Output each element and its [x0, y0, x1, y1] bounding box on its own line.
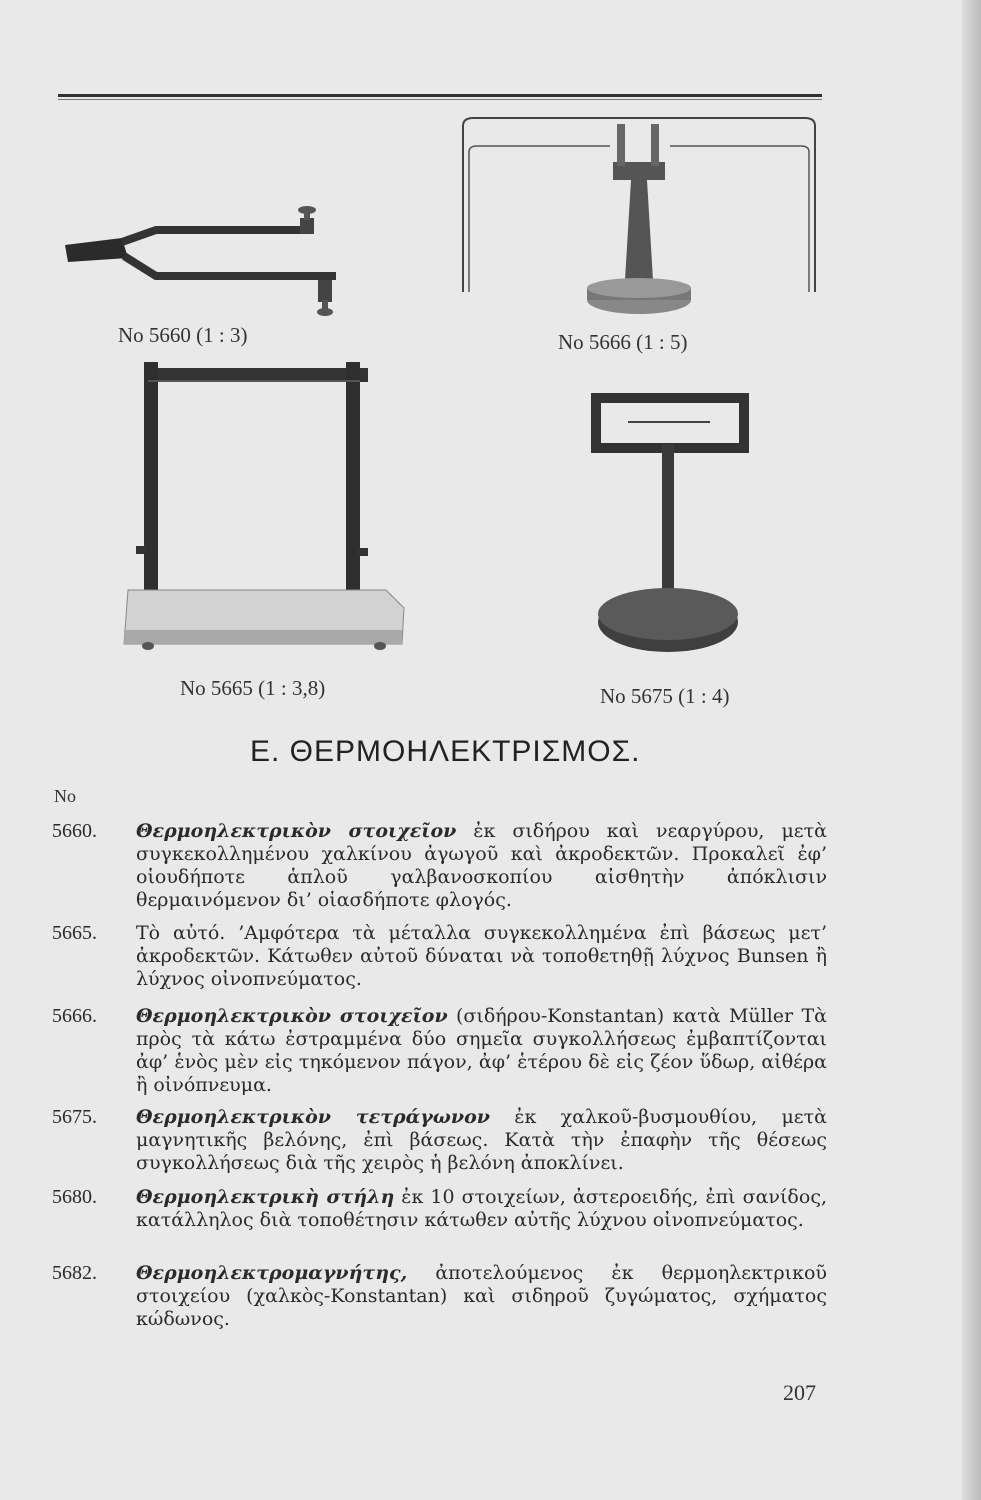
entry-text: (σιδήρου-Konstantan) κατὰ Müller Τὰ πρὸς τὰ κάτω ἐστραμμένα δύο σημεῖα συγκολλήσεως ἐμβαπτίζονται ἀφ’ ἑνὸς μὲν εἰς τηκόμενον πάγον, ἀφ’ ἑτέρου δὲ εἰς ζέον ὕδωρ, αἰθέρα ἢ οἰνόπνευμα.: [136, 1005, 827, 1096]
entry-title: Θερμοηλεκτρικὸν τετράγωνον: [136, 1106, 490, 1128]
entry-text: Τὸ αὐτό. ’Αμφότερα τὰ μέταλλα συγκεκολλημένα ἐπὶ βάσεως μετ’ ἀκροδεκτῶν. Κάτωθεν αὐτοῦ δύναται νὰ τοποθετηθῇ λύχνος Bunsen ἢ λύχνος οἰνοπνεύματος.: [136, 922, 827, 990]
entry-text: ἐκ χαλκοῦ-βυσμουθίου, μετὰ μαγνητικῆς βελόνης, ἐπὶ βάσεως. Κατὰ τὴν ἐπαφὴν τῆς θέσεως συγκολλήσεως διὰ τῆς χειρὸς ἡ βελόνη ἀποκλίνει.: [136, 1106, 827, 1174]
figure-5660-illustration: [60, 200, 350, 325]
entry-number: 5665.: [52, 922, 97, 944]
figure-caption: No 5660 (1 : 3): [118, 323, 248, 347]
header-rule-thin: [58, 99, 822, 100]
figure-5666-illustration: [455, 112, 825, 344]
figure-caption: No 5665 (1 : 3,8): [180, 676, 326, 700]
header-rule: [58, 94, 822, 97]
figure-caption: No 5666 (1 : 5): [558, 330, 688, 354]
entry-title: Θερμοηλεκτρομαγνήτης,: [136, 1262, 408, 1284]
entry-title: Θερμοηλεκτρικὸν στοιχεῖον: [136, 1005, 448, 1027]
entry-number: 5675.: [52, 1106, 97, 1128]
entry-title: Θερμοηλεκτρικὸν στοιχεῖον: [136, 820, 457, 842]
entry-number: 5660.: [52, 820, 97, 842]
catalog-entry: [52, 1106, 827, 1175]
page-edge: [962, 0, 981, 1500]
catalog-entry: [52, 820, 827, 912]
entry-text: ἐκ 10 στοιχείων, ἀστεροειδής, ἐπὶ σανίδος, κατάλληλος διὰ τοποθέτησιν κάτωθεν αὐτῆς λύχνου οἰνοπνεύματος.: [136, 1186, 827, 1231]
catalog-entry: [52, 922, 827, 991]
figure-5675-illustration: [590, 392, 755, 670]
entry-number: 5682.: [52, 1262, 97, 1284]
page-number: 207: [783, 1380, 816, 1405]
entry-number: 5666.: [52, 1005, 97, 1027]
entry-text: ἀποτελούμενος ἐκ θερμοηλεκτρικοῦ στοιχείου (χαλκὸς-Konstantan) καὶ σιδηροῦ ζυγώματος, σχήματος κώδωνος.: [136, 1262, 827, 1330]
entry-text: ἐκ σιδήρου καὶ νεαργύρου, μετὰ συγκεκολλημένου χαλκίνου ἀγωγοῦ καὶ ἀκροδεκτῶν. Προκαλεῖ ἐφ’ οἱουδήποτε ἁπλοῦ γαλβανοσκοπίου αἰσθητὴν ἀπόκλισιν θερμαινόμενον δι’ οἱασδήποτε φλογός.: [136, 820, 827, 911]
catalog-entry: [52, 1186, 827, 1232]
entry-number: 5680.: [52, 1186, 97, 1208]
figure-5665-illustration: [118, 362, 413, 662]
number-column-label: No: [54, 786, 76, 806]
catalog-entry: [52, 1262, 827, 1331]
entry-title: Θερμοηλεκτρικὴ στήλη: [136, 1186, 395, 1208]
figure-caption: No 5675 (1 : 4): [600, 684, 730, 708]
section-heading: Ε. ΘΕΡΜΟΗΛΕΚΤΡΙΣΜΟΣ.: [250, 735, 641, 768]
catalog-entry: [52, 1005, 827, 1097]
